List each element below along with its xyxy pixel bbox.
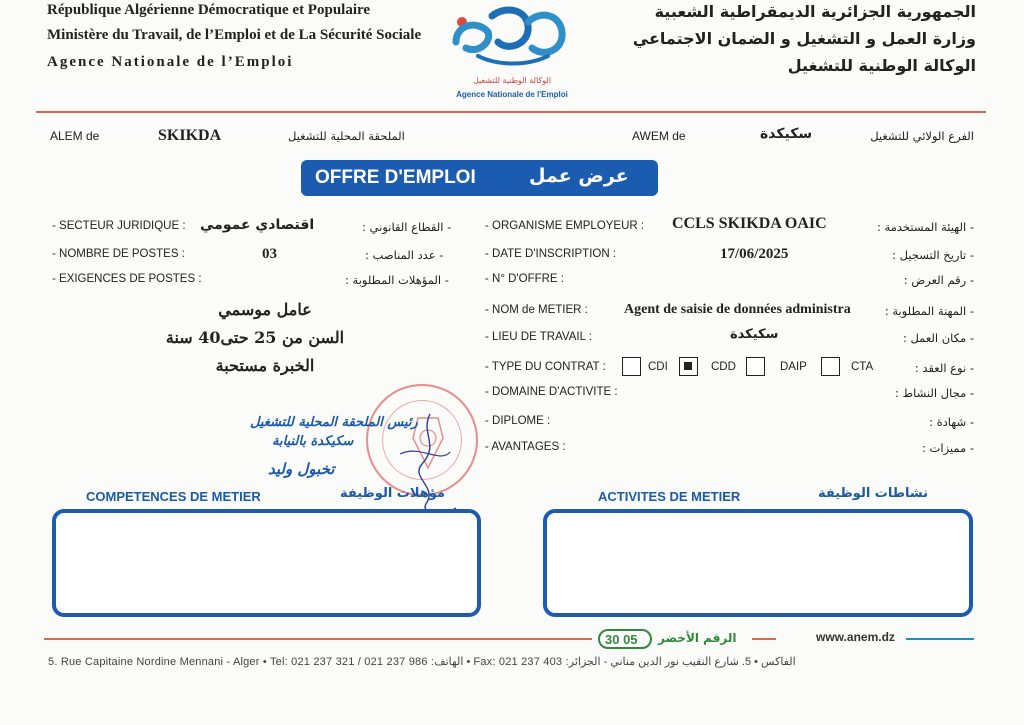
secteur-value: اقتصادي عمومي <box>200 217 315 233</box>
footer-rule-right <box>906 638 974 640</box>
secteur-ar-label: - القطاع القانوني : <box>362 220 452 234</box>
date-value: 17/06/2025 <box>720 246 789 262</box>
domaine-label: - DOMAINE D'ACTIVITE : <box>485 386 618 398</box>
logo-ar-text: الوكالة الوطنية للتشغيل <box>472 76 552 85</box>
contrat-cdi-label: CDI <box>648 361 668 373</box>
postes-value: 03 <box>262 246 277 262</box>
offre-banner <box>301 160 658 196</box>
lieu-value: سكيكدة <box>730 327 779 342</box>
green-number-badge <box>598 629 652 649</box>
website-link[interactable]: www.anem.dz <box>816 630 895 644</box>
footer-rule-mid <box>752 638 776 640</box>
avantages-ar-label: - مميزات : <box>922 441 974 455</box>
header-ar-line1: الجمهورية الجزائرية الديمقراطية الشعبية <box>654 2 976 21</box>
green-number-label: الرقم الأخضر <box>658 631 737 645</box>
organisme-label: - ORGANISME EMPLOYEUR : <box>485 220 645 232</box>
footer-address: 5. Rue Capitaine Nordine Mennani - Alger • Tel: 021 237 321 / 021 237 986 :الهاتف • Fax: 021 237 403 :الفاكس • 5. شارع النقيب نور الدين مناني - الجزائر <box>48 656 796 668</box>
metier-label: - NOM de METIER : <box>485 304 588 316</box>
banner-ar: عرض عمل <box>529 165 629 187</box>
activites-box[interactable] <box>543 509 973 617</box>
footer-rule-left <box>44 638 592 640</box>
header-ar-line2: وزارة العمل و التشغيل و الضمان الاجتماعي <box>632 29 976 48</box>
organisme-ar-label: - الهيئة المستخدمة : <box>877 220 974 234</box>
diplome-ar-label: - شهادة : <box>929 415 974 429</box>
competences-box[interactable] <box>52 509 481 617</box>
date-ar-label: - تاريخ التسجيل : <box>892 248 974 262</box>
logo-fr-text: Agence Nationale de l'Emploi <box>456 90 568 99</box>
requirement-line1: عامل موسمي <box>218 300 312 319</box>
contrat-daip-checkbox[interactable] <box>746 357 765 376</box>
signature-name: تخبول وليد <box>268 460 335 478</box>
contrat-cdd-label: CDD <box>711 361 736 373</box>
header-ar-line3: الوكالة الوطنية للتشغيل <box>787 56 976 75</box>
activites-title: ACTIVITES DE METIER <box>598 489 741 504</box>
anem-logo <box>448 2 572 74</box>
contrat-cdd-checkbox[interactable] <box>679 357 698 376</box>
awem-ar-label: الفرع الولائي للتشغيل <box>870 129 974 143</box>
date-label: - DATE D'INSCRIPTION : <box>485 248 617 260</box>
lieu-ar-label: - مكان العمل : <box>902 331 974 345</box>
contrat-cta-label: CTA <box>851 361 874 373</box>
requirement-line2: السن من 25 حتى40 سنة <box>165 328 345 347</box>
requirement-line3: الخبرة مستحبة <box>215 356 315 375</box>
secteur-label: - SECTEUR JURIDIQUE : <box>52 220 186 232</box>
header-fr-line2: Ministère du Travail, de l’Emploi et de La Sécurité Sociale <box>47 27 422 43</box>
offre-number-ar-label: - رقم العرض : <box>903 273 974 287</box>
activites-title-ar: نشاطات الوظيفة <box>818 486 928 501</box>
header-fr-line3: Agence Nationale de l’Emploi <box>47 54 294 70</box>
alem-value: SKIKDA <box>158 127 222 144</box>
awem-value: سكيكدة <box>760 126 813 142</box>
green-number: 30 05 <box>605 632 638 647</box>
avantages-label: - AVANTAGES : <box>485 441 566 453</box>
handwritten-signature <box>360 404 470 524</box>
exigences-ar-label: - المؤهلات المطلوبة : <box>345 273 449 287</box>
postes-ar-label: - عدد المناصب : <box>365 248 444 262</box>
diplome-label: - DIPLOME : <box>485 415 551 427</box>
header-fr-line1: République Algérienne Démocratique et Populaire <box>47 2 371 18</box>
competences-title: COMPETENCES DE METIER <box>86 489 261 504</box>
lieu-label: - LIEU DE TRAVAIL : <box>485 331 592 343</box>
contrat-cta-checkbox[interactable] <box>821 357 840 376</box>
postes-label: - NOMBRE DE POSTES : <box>52 248 185 260</box>
organisme-value: CCLS SKIKDA OAIC <box>672 215 827 232</box>
contrat-cdi-checkbox[interactable] <box>622 357 641 376</box>
contrat-daip-label: DAIP <box>780 361 807 373</box>
alem-label: ALEM de <box>50 129 100 143</box>
signature-line1: رئيس الملحقة المحلية للتشغيل <box>250 415 418 430</box>
metier-ar-label: - المهنة المطلوبة : <box>884 304 974 318</box>
signature-line2: سكيكدة بالنيابة <box>272 434 354 449</box>
metier-value: Agent de saisie de données administra <box>624 302 851 317</box>
alem-ar-label: الملحقة المحلية للتشغيل <box>288 129 405 143</box>
exigences-label: - EXIGENCES DE POSTES : <box>52 273 202 285</box>
banner-fr: OFFRE D'EMPLOI <box>315 167 476 188</box>
contrat-ar-label: - نوع العقد : <box>914 361 974 375</box>
competences-title-ar: مؤهلات الوظيفة <box>340 486 445 501</box>
contrat-label: - TYPE DU CONTRAT : <box>485 361 606 373</box>
offre-number-label: - N° D'OFFRE : <box>485 273 564 285</box>
domaine-ar-label: - مجال النشاط : <box>894 386 974 400</box>
awem-label: AWEM de <box>632 129 686 143</box>
header-divider <box>36 111 986 113</box>
